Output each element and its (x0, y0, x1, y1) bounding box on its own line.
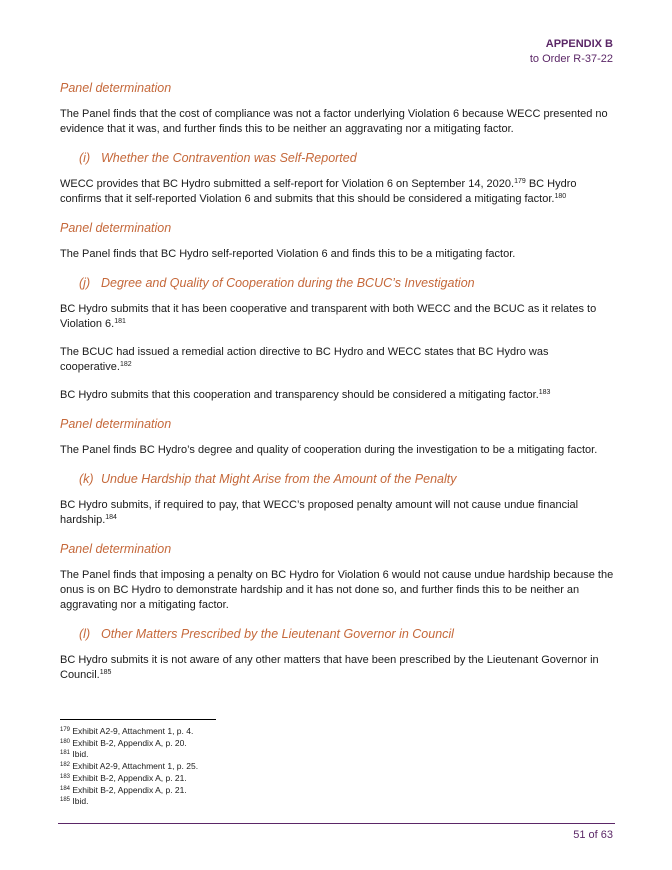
footnote-text: Ibid. (72, 796, 89, 807)
paragraph-text: BC Hydro confirms that it self-reported Violation 6 and submits that this should be considered a mitigating factor. (60, 178, 577, 205)
paragraph (60, 498, 616, 528)
footnote-text: Exhibit B-2, Appendix A, p. 20. (72, 737, 187, 748)
footnote-ref[interactable]: 184 (105, 514, 117, 521)
footnote (60, 761, 198, 773)
panel-determination-heading: Panel determination (60, 221, 172, 235)
footnote-ref[interactable]: 181 (114, 318, 126, 325)
paragraph (60, 177, 616, 207)
section-title: Undue Hardship that Might Arise from the Amount of the Penalty (101, 472, 457, 486)
paragraph (60, 388, 616, 403)
footnote-divider (60, 719, 216, 720)
paragraph-text: BC Hydro submits it is not aware of any other matters that have been prescribed by the Lieutenant Governor in Council. (60, 654, 599, 681)
section-heading-j (79, 275, 616, 291)
section-heading-k (79, 471, 616, 487)
paragraph-text: The BCUC had issued a remedial action directive to BC Hydro and WECC states that BC Hydro was cooperative. (60, 346, 549, 373)
footnote (60, 726, 198, 738)
paragraph: The Panel finds that imposing a penalty on BC Hydro for Violation 6 would not cause undue hardship because the onus is on BC Hydro to demonstrate hardship and it has not done so, and further finds this to be neither an aggravating nor a mitigating factor. (60, 569, 614, 611)
footnote-number: 179 (60, 727, 71, 733)
paragraph-text: BC Hydro submits that this cooperation and transparency should be considered a mitigating factor. (60, 389, 539, 401)
section-number: (j) (79, 276, 91, 290)
paragraph-text: BC Hydro submits that it has been cooperative and transparent with both WECC and the BCUC as it relates to Violation 6. (60, 303, 597, 330)
footnote (60, 773, 198, 785)
paragraph (60, 345, 616, 375)
footer-divider (58, 823, 615, 824)
paragraph: The Panel finds that BC Hydro self-reported Violation 6 and finds this to be a mitigating factor. (60, 248, 516, 260)
footnote-ref[interactable]: 180 (554, 193, 567, 200)
order-label: to Order R-37-22 (529, 53, 613, 65)
footnote-text: Exhibit A2-9, Attachment 1, p. 25. (72, 761, 199, 772)
footnote-number: 182 (60, 762, 71, 769)
footnote-ref[interactable]: 185 (99, 669, 112, 676)
footnote-number: 180 (60, 738, 71, 745)
footnote-text: Exhibit B-2, Appendix A, p. 21. (72, 784, 187, 795)
section-title: Other Matters Prescribed by the Lieutenant Governor in Council (101, 627, 454, 641)
footnote-number: 185 (60, 797, 71, 804)
footnote (60, 785, 198, 797)
paragraph (60, 653, 616, 683)
panel-determination-heading: Panel determination (60, 81, 172, 95)
paragraph-text: WECC provides that BC Hydro submitted a self-report for Violation 6 on September 14, 2020. (60, 178, 515, 190)
footnote-text: Ibid. (72, 749, 89, 760)
section-number: (i) (79, 151, 91, 165)
section-heading-l (79, 626, 616, 642)
footnote (60, 749, 198, 761)
footnote-text: Exhibit B-2, Appendix A, p. 21. (72, 772, 187, 783)
panel-determination-heading: Panel determination (60, 417, 172, 431)
footnotes (60, 726, 198, 808)
document-body (60, 80, 616, 696)
footnote-text: Exhibit A2-9, Attachment 1, p. 4. (72, 726, 194, 736)
section-number: (k) (79, 472, 94, 486)
paragraph (60, 302, 616, 332)
paragraph: The Panel finds that the cost of compliance was not a factor underlying Violation 6 because WECC presented no evidence that it was, and further finds this to be neither an aggravating nor a mitigating factor. (60, 108, 608, 135)
paragraph: The Panel finds BC Hydro’s degree and quality of cooperation during the investigation to be a mitigating factor. (60, 444, 598, 456)
appendix-label: APPENDIX B (545, 38, 613, 50)
section-heading-i (79, 150, 616, 166)
footnote-ref[interactable]: 183 (538, 389, 551, 396)
footnote-ref[interactable]: 182 (119, 361, 132, 368)
panel-determination-heading: Panel determination (60, 542, 172, 556)
appendix-header (530, 37, 613, 67)
footnote (60, 796, 198, 808)
footnote-number: 181 (60, 750, 71, 757)
section-title: Whether the Contravention was Self-Reported (101, 151, 357, 165)
footnote-number: 184 (60, 785, 71, 792)
footnote (60, 738, 198, 750)
footnote-ref[interactable]: 179 (514, 178, 526, 185)
footnote-number: 183 (60, 773, 71, 780)
paragraph-text: BC Hydro submits, if required to pay, that WECC’s proposed penalty amount will not cause undue financial hardship. (60, 499, 579, 526)
section-title: Degree and Quality of Cooperation during the BCUC’s Investigation (101, 276, 475, 290)
page-number: 51 of 63 (573, 829, 613, 841)
section-number: (l) (79, 627, 91, 641)
